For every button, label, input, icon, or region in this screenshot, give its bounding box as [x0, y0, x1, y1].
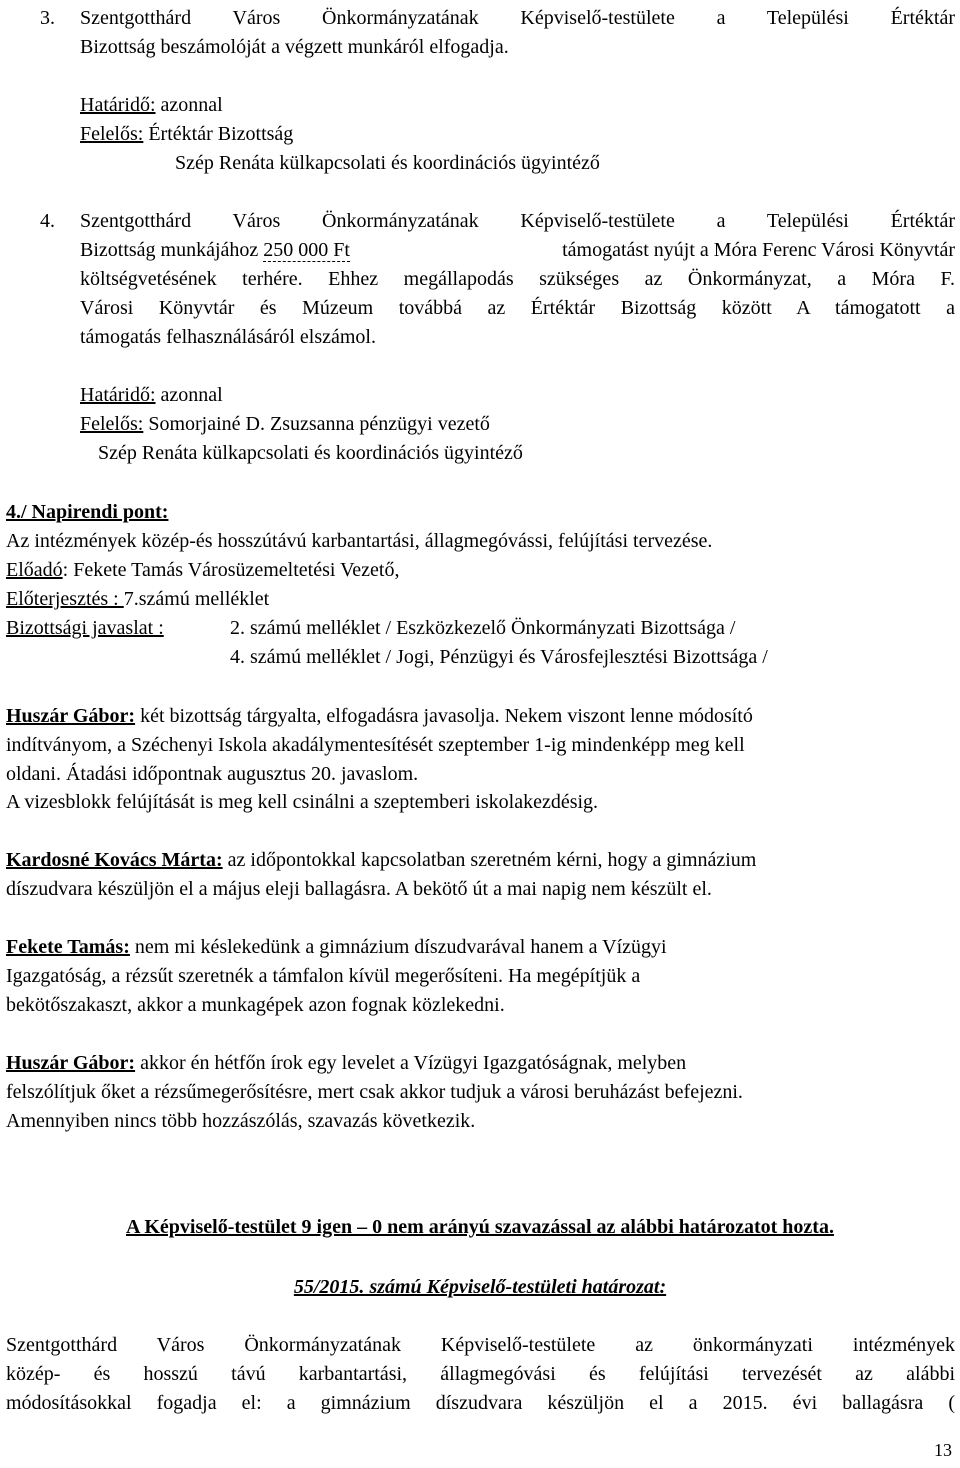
- committee-value-1: 2. számú melléklet / Eszközkezelő Önkormányzati Bizottsága /: [230, 617, 736, 639]
- speech-2-line-2: díszudvara készüljön el a május eleji ballagásra. A bekötő út a mai napig nem készült el.: [6, 878, 712, 900]
- item4-deadline: [80, 383, 223, 407]
- item4-responsible-2: Szép Renáta külkapcsolati és koordinációs ügyintéző: [98, 442, 523, 464]
- item4-line-3: költségvetésének terhére. Ehhez megállapodás szükséges az Önkormányzat, a Móra F.: [80, 268, 955, 290]
- deadline-label: Határidő:: [80, 384, 156, 406]
- deadline-value: azonnal: [155, 94, 223, 116]
- speech-1-line-2: indítványom, a Széchenyi Iskola akadálymentesítését szeptember 1-ig mindenképp meg kell: [6, 734, 745, 756]
- speech-4-line-1: Huszár Gábor: akkor én hétfőn írok egy levelet a Vízügyi Igazgatóságnak, melyben: [6, 1052, 687, 1074]
- item4-line-2-pre: Bizottság munkájához 250 000 Ft: [80, 239, 350, 261]
- resolution-line-3: módosításokkal fogadja el: a gimnázium díszudvara készüljön el a 2015. évi ballagásra (: [6, 1392, 955, 1414]
- item4-line-2-post: támogatást nyújt a Móra Ferenc Városi Könyvtár: [562, 239, 955, 261]
- responsible-value: Somorjainé D. Zsuzsanna pénzügyi vezető: [143, 413, 490, 435]
- speaker-name: Huszár Gábor:: [6, 705, 136, 727]
- presenter-value: : Fekete Tamás Városüzemeltetési Vezető,: [62, 559, 400, 581]
- item4-line-5: támogatás felhasználásáról elszámol.: [80, 326, 376, 348]
- agenda-presenter: [6, 558, 399, 582]
- deadline-value: azonnal: [155, 384, 223, 406]
- speaker-name: Kardosné Kovács Márta:: [6, 849, 223, 871]
- proposal-value: 7.számú melléklet: [123, 588, 270, 610]
- speech-1-line-4: A vizesblokk felújítását is meg kell csinálni a szeptemberi iskolakezdésig.: [6, 791, 599, 813]
- deadline-label: Határidő:: [80, 94, 156, 116]
- speech-4-line-3: Amennyiben nincs több hozzászólás, szavazás következik.: [6, 1110, 476, 1132]
- agenda-proposal: [6, 587, 269, 611]
- resolution-number: 55/2015.: [293, 1276, 365, 1298]
- vote-statement: A Képviselő-testület 9 igen – 0 nem arányú szavazással az alábbi határozatot hozta.: [126, 1216, 834, 1238]
- resolution-line-2: közép- és hosszú távú karbantartási, állagmegóvási és felújítási tervezését az alábbi: [6, 1363, 955, 1385]
- responsible-label: Felelős:: [80, 123, 144, 145]
- item4-line-2: [80, 238, 955, 262]
- agenda-committee: [6, 616, 164, 640]
- item3-number: 3.: [40, 7, 55, 29]
- item4-responsible: [80, 412, 490, 436]
- proposal-label: Előterjesztés :: [6, 588, 124, 610]
- presenter-label: Előadó: [6, 559, 63, 581]
- responsible-value: Értéktár Bizottság: [143, 123, 294, 145]
- committee-label: Bizottsági javaslat :: [6, 617, 164, 639]
- speaker-name: Fekete Tamás:: [6, 936, 130, 958]
- resolution-line-1: Szentgotthárd Város Önkormányzatának Képviselő-testülete az önkormányzati intézmények: [6, 1334, 955, 1356]
- speech-1-line-1: Huszár Gábor: két bizottság tárgyalta, elfogadásra javasolja. Nekem viszont lenne módosító: [6, 705, 753, 727]
- responsible-label: Felelős:: [80, 413, 144, 435]
- amount: 250 000 Ft: [263, 239, 350, 261]
- page-number: 13: [934, 1440, 952, 1460]
- committee-value-2: 4. számú melléklet / Jogi, Pénzügyi és Városfejlesztési Bizottsága /: [230, 646, 768, 668]
- speech-3-line-2: Igazgatóság, a rézsűt szeretnék a támfalon kívül megerősíteni. Ha megépítjük a: [6, 965, 641, 987]
- agenda-subject: Az intézmények közép-és hosszútávú karbantartási, állagmegóvássi, felújítási tervezése.: [6, 530, 713, 552]
- item4-number: 4.: [40, 210, 55, 232]
- resolution-title: [0, 1275, 960, 1299]
- speech-4-line-2: felszólítjuk őket a rézsűmegerősítésre, mert csak akkor tudjuk a városi beruházást befejezni.: [6, 1081, 743, 1103]
- item3-deadline: [80, 93, 223, 117]
- speech-3-line-3: bekötőszakaszt, akkor a munkagépek azon fognak közlekedni.: [6, 994, 505, 1016]
- item3-line-2: Bizottság beszámolóját a végzett munkáról elfogadja.: [80, 36, 509, 58]
- item4-line-4: Városi Könyvtár és Múzeum továbbá az Értéktár Bizottság között A támogatott a: [80, 297, 955, 319]
- agenda-heading: 4./ Napirendi pont:: [6, 501, 169, 523]
- item3-responsible-2: Szép Renáta külkapcsolati és koordinációs ügyintéző: [175, 152, 600, 174]
- speaker-name: Huszár Gábor:: [6, 1052, 136, 1074]
- speech-3-line-1: Fekete Tamás: nem mi késlekedünk a gimnázium díszudvarával hanem a Vízügyi: [6, 936, 667, 958]
- item4-line-1: Szentgotthárd Város Önkormányzatának Képviselő-testülete a Települési Értéktár: [80, 210, 955, 232]
- item3-responsible: [80, 122, 293, 146]
- speech-2-line-1: Kardosné Kovács Márta: az időpontokkal kapcsolatban szeretném kérni, hogy a gimnázium: [6, 849, 757, 871]
- resolution-title-text: számú Képviselő-testületi határozat:: [364, 1276, 667, 1298]
- speech-1-line-3: oldani. Átadási időpontnak augusztus 20. javaslom.: [6, 763, 419, 785]
- item3-line-1: Szentgotthárd Város Önkormányzatának Képviselő-testülete a Települési Értéktár: [80, 7, 955, 29]
